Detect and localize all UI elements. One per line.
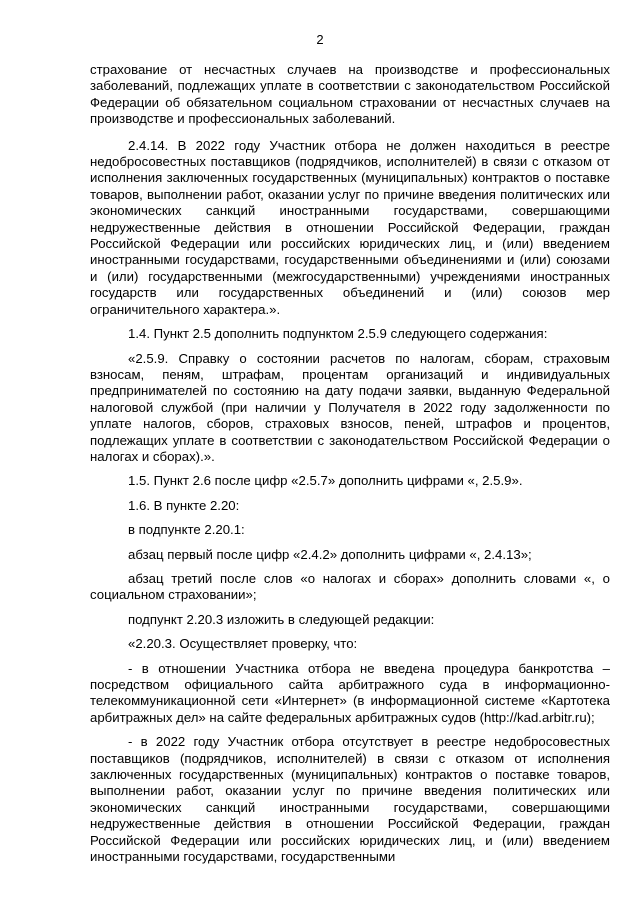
paragraph-first-abzac: абзац первый после цифр «2.4.2» дополнить цифрами «, 2.4.13»;: [128, 546, 532, 562]
paragraph-2-4-14: 2.4.14. В 2022 году Участник отбора не должен находиться в реестре недобросовестных поставщиков (подрядчиков, исполнителей) в связи с отказом от исполнения заключенных государственных (муниципальных) контрактов о поставке товаров, выполнении работ, оказании услуг по причине введения политических или экономических санкций иностранными государствами, совершающими недружественные действия в отношении Российской Федерации, граждан Российской Федерации или российских юридических лиц, и (или) введением иностранными государствами, государственными объединениями и (или) союзами и (или) государственными (межгосударственными) учреждениями иностранных государств или государственных объединений и (или) союзов мер ограничительного характера.».: [90, 137, 610, 317]
paragraph-2-5-9: «2.5.9. Справку о состоянии расчетов по налогам, сборам, страховым взносам, пеням, штрафам, процентам организаций и индивидуальных предпринимателей по состоянию на дату подачи заявки, выданную Федеральной налоговой службой (при наличии у Получателя в 2022 году задолженности по уплате налогов, сборов, страховых взносов, пеней, штрафов и процентов, подлежащих уплате в соответствии с законодательством Российской Федерации о налогах и сборах).».: [90, 350, 610, 464]
paragraph-subpoint-2-20-3: подпункт 2.20.3 изложить в следующей редакции:: [128, 611, 435, 627]
paragraph-1-6: 1.6. В пункте 2.20:: [128, 497, 240, 513]
paragraph-1-5: 1.5. Пункт 2.6 после цифр «2.5.7» дополнить цифрами «, 2.5.9».: [128, 473, 523, 489]
document-body: [90, 62, 610, 865]
paragraph-bankruptcy-check: - в отношении Участника отбора не введена процедура банкротства – посредством официального сайта арбитражного суда в информационно-телекоммуникационной сети «Интернет» (в информационной системе «Картотека арбитражных дел» на сайте федеральных арбитражных судов (http://kad.arbitr.ru);: [90, 660, 610, 725]
paragraph-2-20-3: «2.20.3. Осуществляет проверку, что:: [128, 636, 358, 652]
paragraph-subpoint-2-20-1: в подпункте 2.20.1:: [128, 522, 245, 538]
paragraph-registry-check: - в 2022 году Участник отбора отсутствует в реестре недобросовестных поставщиков (подрядчиков, исполнителей) в связи с отказом от исполнения заключенных государственных (муниципальных) контрактов о поставке товаров, выполнении работ, оказании услуг по причине введения политических или экономических санкций иностранными государствами, совершающими недружественные действия в отношении Российской Федерации, граждан Российской Федерации или российских юридических лиц, и (или) введением иностранными государствами, государственными: [90, 734, 610, 865]
paragraph-continuation: страхование от несчастных случаев на производстве и профессиональных заболеваний, подлежащих уплате в соответствии с законодательством Российской Федерации об обязательном социальном страховании от несчастных случаев на производстве и профессиональных заболеваний.: [90, 62, 610, 127]
paragraph-1-4: 1.4. Пункт 2.5 дополнить подпунктом 2.5.9 следующего содержания:: [128, 326, 548, 342]
paragraph-third-abzac: абзац третий после слов «о налогах и сборах» дополнить словами «, о социальном страховании»;: [90, 570, 610, 603]
page-number: 2: [316, 32, 324, 47]
